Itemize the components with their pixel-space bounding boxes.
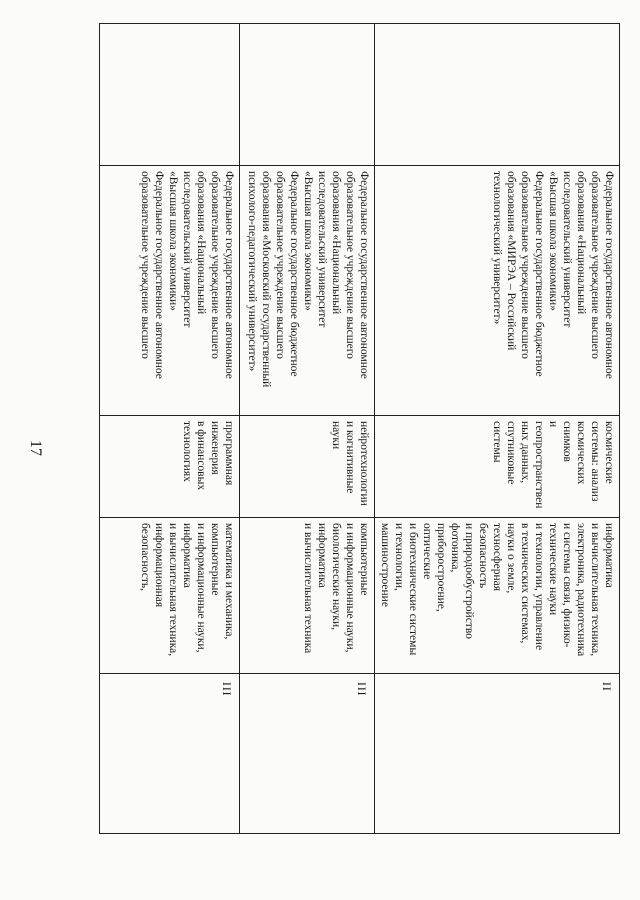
org-line: образовательное учреждение высшего <box>344 171 356 359</box>
org-line: Федеральное государственное автономное <box>358 171 370 379</box>
program-line: системы <box>491 421 503 463</box>
org-line: Федеральное государственное автономное <box>603 171 615 379</box>
area-line: информатика <box>603 523 615 588</box>
org-line: «Высшая школа экономики» <box>547 171 559 311</box>
program-cell <box>100 416 240 518</box>
org-line: технологический университет» <box>491 171 503 325</box>
org-line: исследовательский университет <box>561 171 573 328</box>
org-line: исследовательский университет <box>181 171 193 328</box>
area-line: информатика <box>316 523 328 588</box>
area-line: и биотехнические системы <box>407 523 419 656</box>
org-line: «Высшая школа экономики» <box>302 171 314 311</box>
program-line: инженерия <box>209 421 221 475</box>
org-line: образовательное учреждение высшего <box>139 171 151 359</box>
empty-cell <box>240 24 375 166</box>
org-line: исследовательский университет <box>316 171 328 328</box>
area-line: в технических системах, <box>519 523 531 644</box>
program-cell <box>375 416 620 518</box>
page-number: 17 <box>27 440 44 456</box>
org-line: образовательное учреждение высшего <box>589 171 601 359</box>
org-line: Федеральное государственное бюджетное <box>533 171 545 377</box>
area-line: и технологии, управление <box>533 523 545 651</box>
area-line: и системы связи, физико- <box>561 523 573 648</box>
program-line: программная <box>223 421 235 486</box>
areas-cell <box>100 518 240 674</box>
level-cell: III <box>100 674 240 834</box>
org-line: образовательное учреждение высшего <box>209 171 221 359</box>
area-line: и информационные науки, <box>195 523 207 653</box>
areas-cell <box>375 518 620 674</box>
area-line: и природообустройство <box>463 523 475 639</box>
program-line: и когнитивные <box>344 421 356 494</box>
org-line: Федеральное государственное бюджетное <box>288 171 300 377</box>
program-line: нейротехнологии <box>358 421 370 506</box>
level-cell: III <box>240 674 375 834</box>
program-line: в финансовых <box>195 421 207 491</box>
programs-table <box>99 23 620 834</box>
org-line: образования «Национальный <box>330 171 342 315</box>
area-line: техносферная <box>491 523 503 592</box>
program-line: технологиях <box>181 421 193 482</box>
org-line: Федеральное государственное автономное <box>223 171 235 379</box>
area-line: технические науки <box>547 523 559 616</box>
area-line: электроника, радиотехника <box>575 523 587 657</box>
area-line: и информационные науки, <box>344 523 356 653</box>
area-line: биологические науки, <box>330 523 342 631</box>
org-line: образования «Национальный <box>575 171 587 315</box>
empty-cell <box>375 24 620 166</box>
program-cell <box>240 416 375 518</box>
program-line: ных данных, <box>519 421 531 484</box>
program-line: науки <box>330 421 342 450</box>
program-line: системы: анализ <box>589 421 601 502</box>
area-line: информационная <box>153 523 165 608</box>
area-line: компьютерные <box>358 523 370 596</box>
areas-cell <box>240 518 375 674</box>
area-line: безопасность <box>477 523 489 589</box>
org-line: образования «МИРЭА – Российский <box>505 171 517 351</box>
organizations-cell <box>100 166 240 416</box>
program-line: космических <box>575 421 587 485</box>
table-row <box>100 24 240 834</box>
org-line: образовательное учреждение высшего <box>274 171 286 359</box>
org-line: Федеральное государственное автономное <box>153 171 165 379</box>
org-line: «Высшая школа экономики» <box>167 171 179 311</box>
program-line: космические <box>603 421 615 484</box>
area-line: компьютерные <box>209 523 221 596</box>
area-line: науки о земле, <box>505 523 517 594</box>
org-line: образования «Московский государственный <box>260 171 272 388</box>
program-line: спутниковые <box>505 421 517 485</box>
empty-cell <box>100 24 240 166</box>
program-line: снимков <box>561 421 573 462</box>
area-line: безопасность, <box>139 523 151 591</box>
organizations-cell <box>375 166 620 416</box>
area-line: и вычислительная техника, <box>589 523 601 657</box>
area-line: оптические <box>421 523 433 580</box>
area-line: и вычислительная техника, <box>167 523 179 657</box>
area-line: и технологии, <box>393 523 405 591</box>
table-row <box>240 24 375 834</box>
rotated-table-wrapper <box>100 23 620 833</box>
table-row <box>375 24 620 834</box>
program-line: и <box>547 421 559 428</box>
org-line: образования «Национальный <box>195 171 207 315</box>
area-line: информатика <box>181 523 193 588</box>
level-cell: II <box>375 674 620 834</box>
organizations-cell <box>240 166 375 416</box>
org-line: психолого-педагогический университет» <box>246 171 258 372</box>
area-line: машиностроение <box>379 523 391 607</box>
program-line: геопространствен <box>533 421 545 509</box>
org-line: образовательное учреждение высшего <box>519 171 531 359</box>
area-line: и вычислительная техника <box>302 523 314 654</box>
area-line: фотоника, <box>449 523 461 573</box>
area-line: приборостроение, <box>435 523 447 612</box>
area-line: математика и механика, <box>223 523 235 640</box>
